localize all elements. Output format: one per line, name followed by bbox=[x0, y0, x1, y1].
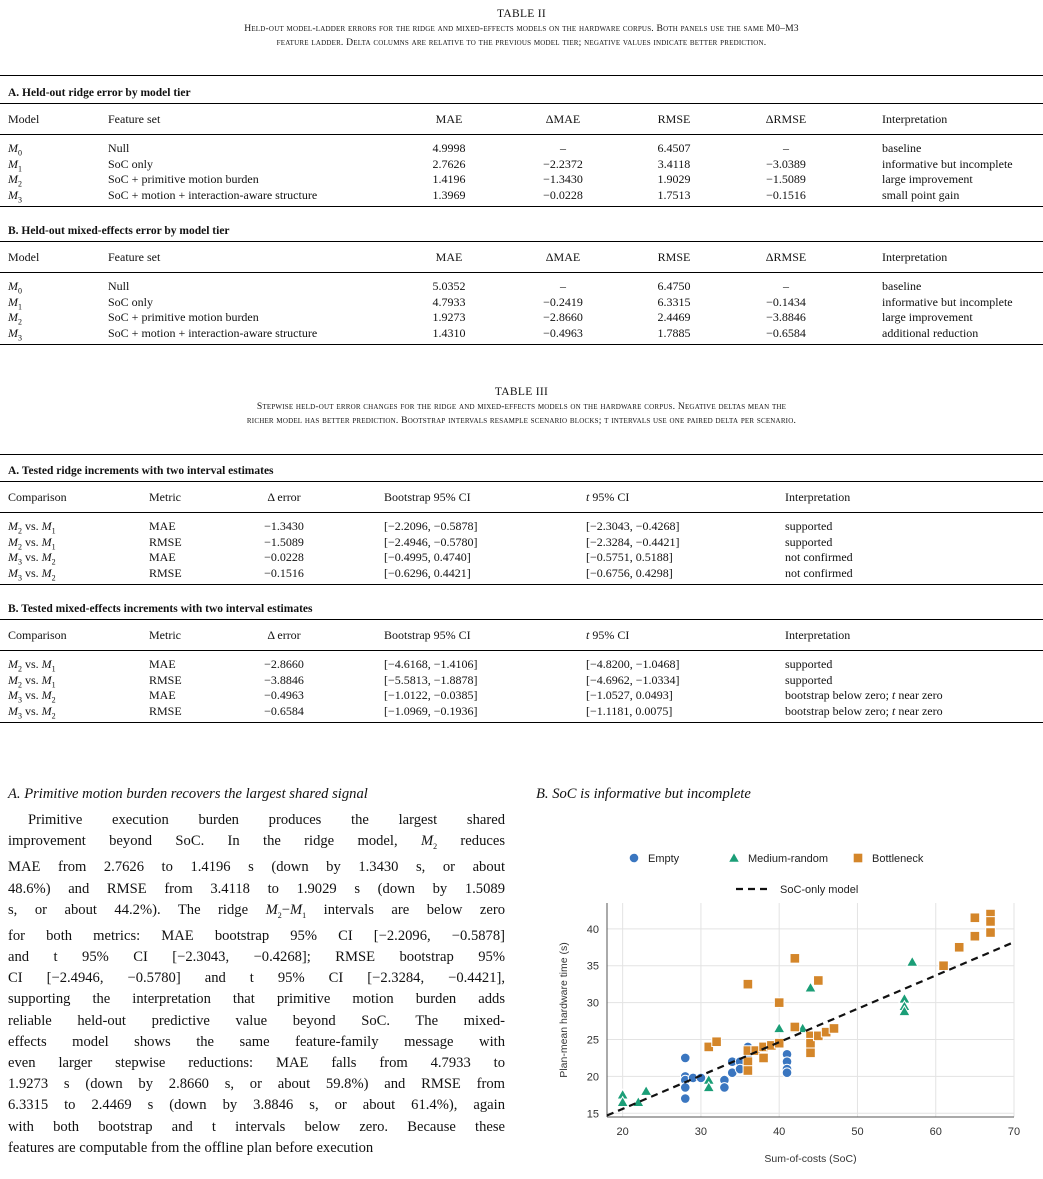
table3-cell: −0.0228 bbox=[264, 550, 304, 564]
table2-column-header: ΔRMSE bbox=[765, 250, 807, 264]
paragraph-line: Primitive execution burden produces the largest shared bbox=[28, 812, 505, 828]
scatter-chart bbox=[540, 840, 1040, 1170]
bottleneck-point bbox=[954, 942, 964, 952]
table2-cell: SoC + motion + interaction-aware structure bbox=[108, 187, 318, 202]
table3-cell: [−2.2096, −0.5878] bbox=[384, 519, 478, 533]
table2-panel-title: A. Held-out ridge error by model tier bbox=[8, 87, 191, 99]
bottleneck-point bbox=[743, 1057, 753, 1067]
table2-title: TABLE II bbox=[496, 8, 547, 20]
table2-cell: −2.8660 bbox=[543, 310, 583, 324]
legend-label: SoC-only model bbox=[780, 884, 859, 896]
table3-column-header: Bootstrap 95% CI bbox=[384, 628, 471, 642]
table-rule bbox=[0, 619, 1043, 620]
chart-plot-area bbox=[558, 903, 1020, 1165]
table3-cell: MAE bbox=[149, 657, 176, 671]
table2-cell: 1.4196 bbox=[432, 172, 466, 186]
table3-cell: MAE bbox=[149, 550, 176, 564]
legend-marker-medium-random bbox=[728, 852, 739, 862]
table3-cell: $M_3$ vs. $M_2$ bbox=[8, 688, 56, 705]
table2-cell: SoC only bbox=[108, 294, 154, 309]
chart-legend bbox=[629, 852, 924, 896]
table2-cell: 2.7626 bbox=[432, 156, 466, 171]
table-rule bbox=[0, 241, 1043, 242]
table3-cell: [−2.4946, −0.5780] bbox=[384, 534, 478, 549]
table-rule bbox=[0, 272, 1043, 273]
table2-cell: 1.4310 bbox=[432, 325, 466, 340]
y-tick-label: 30 bbox=[586, 997, 599, 1010]
table3-cell: not confirmed bbox=[785, 565, 853, 580]
bottleneck-point bbox=[790, 954, 800, 964]
table3-cell: [−1.0527, 0.0493] bbox=[586, 688, 673, 702]
table2-cell: SoC + primitive motion burden bbox=[108, 310, 259, 324]
table-rule bbox=[0, 75, 1043, 76]
table-rule bbox=[0, 454, 1043, 455]
table3-cell: −3.8846 bbox=[264, 672, 304, 687]
table-rule bbox=[0, 103, 1043, 104]
table3-column-header: t 95% CI bbox=[586, 628, 630, 642]
paragraph-line: 1.9273 s (down by 2.8660 s, or about 59.8%) and RMSE from bbox=[8, 1076, 505, 1093]
paragraph-line: reliable held-out predictive value beyond SoC. The mixed- bbox=[8, 1012, 505, 1029]
table3-cell: $M_3$ vs. $M_2$ bbox=[8, 703, 56, 720]
paragraph-line: 48.6%) and RMSE from 3.4118 to 1.9029 s (down by 1.5089 bbox=[8, 880, 505, 897]
table2-cell: Null bbox=[108, 141, 130, 155]
table2-cell: informative but incomplete bbox=[882, 294, 1013, 309]
table3-cell: −0.1516 bbox=[264, 565, 304, 580]
table2-cell: informative but incomplete bbox=[882, 156, 1013, 171]
table3-cell: $M_2$ vs. $M_1$ bbox=[8, 657, 56, 674]
table2-cell: SoC + primitive motion burden bbox=[108, 172, 259, 186]
table-rule bbox=[0, 584, 1043, 585]
table3-cell: $M_2$ vs. $M_1$ bbox=[8, 534, 56, 551]
table3-cell: −1.3430 bbox=[264, 519, 304, 533]
table3-column-header: Δ error bbox=[267, 628, 301, 642]
table3-cell: MAE bbox=[149, 519, 176, 533]
table2-column-header: Model bbox=[8, 250, 40, 264]
table2-cell: 1.3969 bbox=[432, 187, 466, 202]
bottleneck-point bbox=[986, 928, 996, 938]
paragraph-line: 6.3315 to 2.4469 s (down by 3.8846 s, or about 61.4%), again bbox=[8, 1097, 505, 1114]
table2-column-header: RMSE bbox=[657, 250, 691, 264]
table2-cell: −3.0389 bbox=[766, 156, 806, 171]
section-a-paragraph bbox=[8, 810, 505, 1159]
table2-cell: −0.6584 bbox=[766, 325, 806, 340]
table3-cell: RMSE bbox=[149, 672, 182, 687]
table3-cell: −2.8660 bbox=[264, 657, 304, 671]
table2-cell: 6.4507 bbox=[657, 141, 691, 155]
bottleneck-point bbox=[939, 961, 949, 971]
table3-caption-line2: richer model has better prediction. Bootstrap intervals resample scenario blocks; t intervals use one paired delta per scenario. bbox=[246, 415, 797, 426]
table3-cell: supported bbox=[785, 657, 833, 671]
bottleneck-point bbox=[759, 1053, 769, 1063]
table2-cell: – bbox=[783, 141, 789, 155]
y-tick-label: 40 bbox=[586, 923, 599, 936]
y-tick-label: 15 bbox=[586, 1108, 599, 1121]
table2-cell: SoC only bbox=[108, 156, 154, 171]
y-axis-label: Plan-mean hardware time (s) bbox=[558, 942, 570, 1078]
table2-cell: 6.3315 bbox=[657, 294, 691, 309]
table3-cell: [−4.6962, −1.0334] bbox=[586, 672, 680, 687]
table3-cell: MAE bbox=[149, 688, 176, 702]
table3-cell: [−2.3284, −0.4421] bbox=[586, 534, 680, 549]
table3-cell: [−5.5813, −1.8878] bbox=[384, 672, 478, 687]
table2-column-header: MAE bbox=[435, 250, 463, 264]
x-tick-label: 20 bbox=[616, 1126, 629, 1138]
table2-cell: 6.4750 bbox=[657, 279, 691, 293]
bottleneck-point bbox=[743, 979, 753, 989]
table3-column-header: Δ error bbox=[267, 490, 301, 504]
table3-cell: RMSE bbox=[149, 534, 182, 549]
y-tick-label: 25 bbox=[586, 1034, 599, 1047]
x-tick-label: 50 bbox=[851, 1126, 864, 1138]
table2-cell: small point gain bbox=[882, 187, 960, 202]
table-rule bbox=[0, 722, 1043, 723]
legend-marker-bottleneck bbox=[853, 853, 863, 863]
table3-cell: supported bbox=[785, 519, 833, 533]
table3-cell: bootstrap below zero; t near zero bbox=[785, 703, 943, 718]
x-axis-label: Sum-of-costs (SoC) bbox=[764, 1153, 857, 1165]
empty-point bbox=[680, 1083, 690, 1093]
bottleneck-point bbox=[774, 998, 784, 1008]
medium-random-point bbox=[641, 1086, 652, 1096]
table2-panel-title: B. Held-out mixed-effects error by model tier bbox=[8, 225, 230, 237]
table2-cell: −0.2419 bbox=[543, 294, 583, 309]
table2-column-header: RMSE bbox=[657, 112, 691, 126]
table2-cell: $M_3$ bbox=[8, 187, 22, 204]
table3-cell: −1.5089 bbox=[264, 534, 304, 549]
table2-cell: −0.4963 bbox=[543, 325, 583, 340]
table2-column-header: Interpretation bbox=[882, 112, 948, 126]
empty-point bbox=[782, 1068, 792, 1078]
table2-cell: – bbox=[783, 279, 789, 293]
table2-cell: SoC + motion + interaction-aware structure bbox=[108, 325, 318, 340]
table3-cell: [−0.6756, 0.4298] bbox=[586, 565, 673, 580]
table2-cell: $M_0$ bbox=[8, 141, 22, 158]
paragraph-line: with both bootstrap and t intervals below zero. Because these bbox=[8, 1118, 505, 1135]
bottleneck-point bbox=[970, 913, 980, 923]
empty-point bbox=[680, 1053, 690, 1063]
table3-cell: [−4.6168, −1.4106] bbox=[384, 657, 478, 671]
table2-cell: 1.9273 bbox=[432, 310, 466, 324]
paragraph-line: effects model shows the same feature-family message with bbox=[8, 1033, 505, 1050]
table2-cell: 4.9998 bbox=[432, 141, 466, 155]
paragraph-line: s, or about 44.2%). The ridge $M_2-M_1$ intervals are below zero bbox=[8, 901, 506, 920]
table3-cell: $M_3$ vs. $M_2$ bbox=[8, 550, 56, 567]
table3-column-header: Metric bbox=[149, 490, 181, 504]
table2-cell: $M_2$ bbox=[8, 310, 22, 327]
table2-cell: 4.7933 bbox=[432, 294, 466, 309]
table-rule bbox=[0, 206, 1043, 207]
table2-cell: −1.3430 bbox=[543, 172, 583, 186]
table2-cell: 3.4118 bbox=[657, 156, 691, 171]
table2-cell: $M_1$ bbox=[8, 294, 22, 311]
table3-cell: [−0.5751, 0.5188] bbox=[586, 550, 673, 564]
table3-column-header: Metric bbox=[149, 628, 181, 642]
table2-column-header: Feature set bbox=[108, 250, 161, 264]
table3-cell: [−1.0122, −0.0385] bbox=[384, 688, 478, 702]
paragraph-line: even larger stepwise reductions: MAE falls from 4.7933 to bbox=[8, 1055, 505, 1072]
table3-cell: $M_3$ vs. $M_2$ bbox=[8, 565, 56, 582]
table3-cell: −0.4963 bbox=[264, 688, 304, 702]
medium-random-point bbox=[907, 956, 918, 966]
table-rule bbox=[0, 481, 1043, 482]
paragraph-line: CI [−2.4946, −0.5780] and t 95% CI [−2.3284, −0.4421], bbox=[8, 970, 505, 987]
table2-column-header: ΔMAE bbox=[545, 112, 581, 126]
empty-point bbox=[680, 1094, 690, 1104]
table3-cell: [−1.1181, 0.0075] bbox=[586, 703, 673, 718]
bottleneck-point bbox=[712, 1037, 722, 1047]
empty-point bbox=[720, 1083, 730, 1093]
table3-column-header: t 95% CI bbox=[586, 490, 630, 504]
x-tick-label: 40 bbox=[773, 1126, 786, 1138]
table2-column-header: Feature set bbox=[108, 112, 161, 126]
paragraph-line: MAE from 2.7626 to 1.4196 s (down by 1.3430 s, or about bbox=[8, 859, 505, 876]
table2-cell: baseline bbox=[882, 141, 922, 155]
table2-cell: Null bbox=[108, 279, 130, 293]
table2-cell: baseline bbox=[882, 279, 922, 293]
table2-caption-line1: Held-out model-ladder errors for the ridge and mixed-effects models on the hardware corpus. Both panels use the same M0–M3 bbox=[244, 23, 799, 34]
paragraph-line: supporting the interpretation that primitive motion burden adds bbox=[8, 991, 505, 1008]
table3-column-header: Interpretation bbox=[785, 628, 851, 642]
legend-marker-empty bbox=[629, 853, 639, 863]
x-tick-label: 60 bbox=[929, 1126, 942, 1138]
table2-cell: large improvement bbox=[882, 310, 973, 324]
table2-column-header: MAE bbox=[435, 112, 463, 126]
table3-cell: [−1.0969, −0.1936] bbox=[384, 703, 478, 718]
table2-cell: −0.1434 bbox=[766, 294, 806, 309]
bottleneck-point bbox=[743, 1066, 753, 1076]
paragraph-line: improvement beyond SoC. In the ridge model, $M_2$ reduces bbox=[8, 833, 505, 852]
table3-cell: bootstrap below zero; t near zero bbox=[785, 688, 943, 702]
table3-cell: [−0.6296, 0.4421] bbox=[384, 565, 471, 580]
section-b-heading: B. SoC is informative but incomplete bbox=[536, 786, 751, 802]
bottleneck-point bbox=[790, 1022, 800, 1032]
table2-cell: −3.8846 bbox=[766, 310, 806, 324]
bottleneck-point bbox=[986, 917, 996, 927]
table2-cell: −0.1516 bbox=[766, 187, 806, 202]
table2-cell: – bbox=[560, 279, 566, 293]
table3-cell: [−0.4995, 0.4740] bbox=[384, 550, 471, 564]
table2-cell: −0.0228 bbox=[543, 187, 583, 202]
table3-cell: $M_2$ vs. $M_1$ bbox=[8, 519, 56, 536]
legend-label: Empty bbox=[648, 853, 680, 865]
y-tick-label: 20 bbox=[586, 1071, 599, 1084]
table2-caption-line2: feature ladder. Delta columns are relative to the previous model tier; negative values indicate better prediction. bbox=[276, 37, 767, 48]
table3-caption-line1: Stepwise held-out error changes for the ridge and mixed-effects models on the hardware corpus. Negative deltas mean the bbox=[256, 401, 787, 412]
table3-cell: RMSE bbox=[149, 565, 182, 580]
table2-cell: 1.7513 bbox=[657, 187, 691, 202]
bottleneck-point bbox=[814, 976, 824, 986]
paragraph-line: for both metrics: MAE bootstrap 95% CI [−2.2096, −0.5878] bbox=[8, 927, 505, 944]
table2-cell: $M_2$ bbox=[8, 172, 22, 189]
x-tick-label: 70 bbox=[1007, 1126, 1021, 1138]
table3-title: TABLE III bbox=[494, 386, 549, 398]
table2-cell: $M_0$ bbox=[8, 279, 22, 296]
table3-cell: [−2.3043, −0.4268] bbox=[586, 519, 680, 533]
bottleneck-point bbox=[806, 1048, 816, 1058]
medium-random-point bbox=[774, 1023, 785, 1033]
legend-label: Medium-random bbox=[748, 853, 829, 865]
table3-cell: supported bbox=[785, 534, 833, 549]
table2-column-header: Interpretation bbox=[882, 250, 948, 264]
table-rule bbox=[0, 512, 1043, 513]
table2-cell: 2.4469 bbox=[657, 310, 691, 324]
table2-column-header: ΔRMSE bbox=[765, 112, 807, 126]
table2-cell: additional reduction bbox=[882, 325, 979, 340]
y-tick-label: 35 bbox=[586, 960, 599, 973]
table2-cell: – bbox=[560, 141, 566, 155]
table3-cell: $M_2$ vs. $M_1$ bbox=[8, 672, 56, 689]
table3-column-header: Bootstrap 95% CI bbox=[384, 490, 471, 504]
bottleneck-point bbox=[970, 931, 980, 941]
bottleneck-point bbox=[829, 1024, 839, 1034]
table2-cell: 1.9029 bbox=[657, 172, 691, 186]
table3-cell: −0.6584 bbox=[264, 703, 304, 718]
legend-label: Bottleneck bbox=[872, 853, 924, 865]
table2-cell: −1.5089 bbox=[766, 172, 806, 186]
table2-cell: large improvement bbox=[882, 172, 973, 186]
table2-column-header: Model bbox=[8, 112, 40, 126]
table3-cell: RMSE bbox=[149, 703, 182, 718]
table2-cell: 1.7885 bbox=[657, 325, 691, 340]
paragraph-line: and t 95% CI [−2.3043, −0.4268]; RMSE bootstrap 95% bbox=[8, 949, 505, 966]
table3-panel-title: B. Tested mixed-effects increments with two interval estimates bbox=[8, 603, 313, 615]
table3-panel-title: A. Tested ridge increments with two interval estimates bbox=[8, 465, 274, 477]
table3-cell: supported bbox=[785, 672, 833, 687]
table2-cell: $M_1$ bbox=[8, 156, 22, 173]
table2-cell: $M_3$ bbox=[8, 325, 22, 342]
table2-column-header: ΔMAE bbox=[545, 250, 581, 264]
table3-cell: not confirmed bbox=[785, 550, 853, 564]
table3-column-header: Interpretation bbox=[785, 490, 851, 504]
table-rule bbox=[0, 650, 1043, 651]
table3-column-header: Comparison bbox=[8, 628, 67, 642]
table3-column-header: Comparison bbox=[8, 490, 67, 504]
table3-cell: [−4.8200, −1.0468] bbox=[586, 657, 680, 671]
table2-cell: 5.0352 bbox=[432, 279, 466, 293]
table-rule bbox=[0, 344, 1043, 345]
section-a-heading: A. Primitive motion burden recovers the largest shared signal bbox=[8, 786, 368, 802]
soc-only-model-line bbox=[607, 942, 1014, 1115]
table2-cell: −2.2372 bbox=[543, 156, 583, 171]
paragraph-line: features are computable from the offline plan before execution bbox=[8, 1139, 374, 1156]
x-tick-label: 30 bbox=[694, 1126, 708, 1138]
table-rule bbox=[0, 134, 1043, 135]
